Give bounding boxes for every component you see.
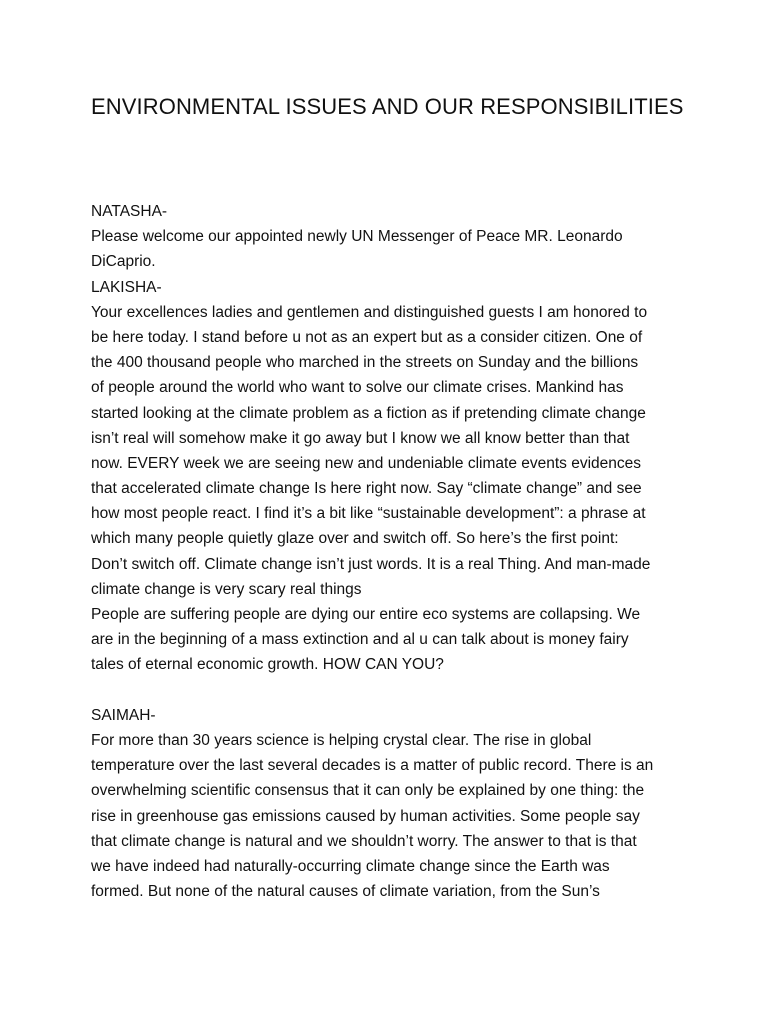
saimah-line-6: we have indeed had naturally-occurring climate change since the Earth was xyxy=(91,857,610,875)
lakisha-line-13: People are suffering people are dying our entire eco systems are collapsing. We xyxy=(91,606,641,623)
lakisha-line-5: started looking at the climate problem as a fiction as if pretending climate change xyxy=(91,404,646,422)
speaker-natasha: NATASHA- xyxy=(91,203,168,220)
saimah-line-4: rise in greenhouse gas emissions caused by human activities. Some people say xyxy=(91,807,640,825)
saimah-line-1: For more than 30 years science is helping crystal clear. The rise in global xyxy=(91,731,592,749)
speaker-lakisha: LAKISHA- xyxy=(91,278,162,296)
natasha-line-1: Please welcome our appointed newly UN Messenger of Peace MR. Leonardo xyxy=(91,228,623,246)
document-body xyxy=(91,199,691,904)
lakisha-line-14: are in the beginning of a mass extinction and al u can talk about is money fairy xyxy=(91,631,629,649)
lakisha-line-2: be here today. I stand before u not as an expert but as a consider citizen. One of xyxy=(91,328,643,346)
paragraph-gap xyxy=(91,678,691,703)
lakisha-line-12: climate change is very scary real things xyxy=(91,580,362,598)
natasha-line-2: DiCaprio. xyxy=(91,253,156,271)
lakisha-line-9: how most people react. I find it’s a bit like “sustainable development”: a phrase at xyxy=(91,505,646,523)
speaker-saimah: SAIMAH- xyxy=(91,706,156,724)
saimah-line-3: overwhelming scientific consensus that it can only be explained by one thing: the xyxy=(91,782,645,800)
lakisha-line-15: tales of eternal economic growth. HOW CAN YOU? xyxy=(91,656,444,674)
document-title: ENVIRONMENTAL ISSUES AND OUR RESPONSIBILITIES xyxy=(91,94,684,119)
lakisha-line-11: Don’t switch off. Climate change isn’t just words. It is a real Thing. And man-made xyxy=(91,555,651,573)
saimah-line-7: formed. But none of the natural causes of climate variation, from the Sun’s xyxy=(91,883,600,901)
lakisha-line-6: isn’t real will somehow make it go away but I know we all know better than that xyxy=(91,429,630,447)
lakisha-line-10: which many people quietly glaze over and switch off. So here’s the first point: xyxy=(91,530,619,548)
lakisha-line-7: now. EVERY week we are seeing new and undeniable climate events evidences xyxy=(91,454,642,472)
lakisha-line-1: Your excellences ladies and gentlemen and distinguished guests I am honored to xyxy=(91,303,648,321)
saimah-line-2: temperature over the last several decades is a matter of public record. There is an xyxy=(91,757,654,775)
lakisha-line-8: that accelerated climate change Is here right now. Say “climate change” and see xyxy=(91,480,642,498)
lakisha-line-3: the 400 thousand people who marched in the streets on Sunday and the billions xyxy=(91,354,639,372)
lakisha-line-4: of people around the world who want to solve our climate crises. Mankind has xyxy=(91,379,624,397)
saimah-line-5: that climate change is natural and we shouldn’t worry. The answer to that is that xyxy=(91,832,637,850)
